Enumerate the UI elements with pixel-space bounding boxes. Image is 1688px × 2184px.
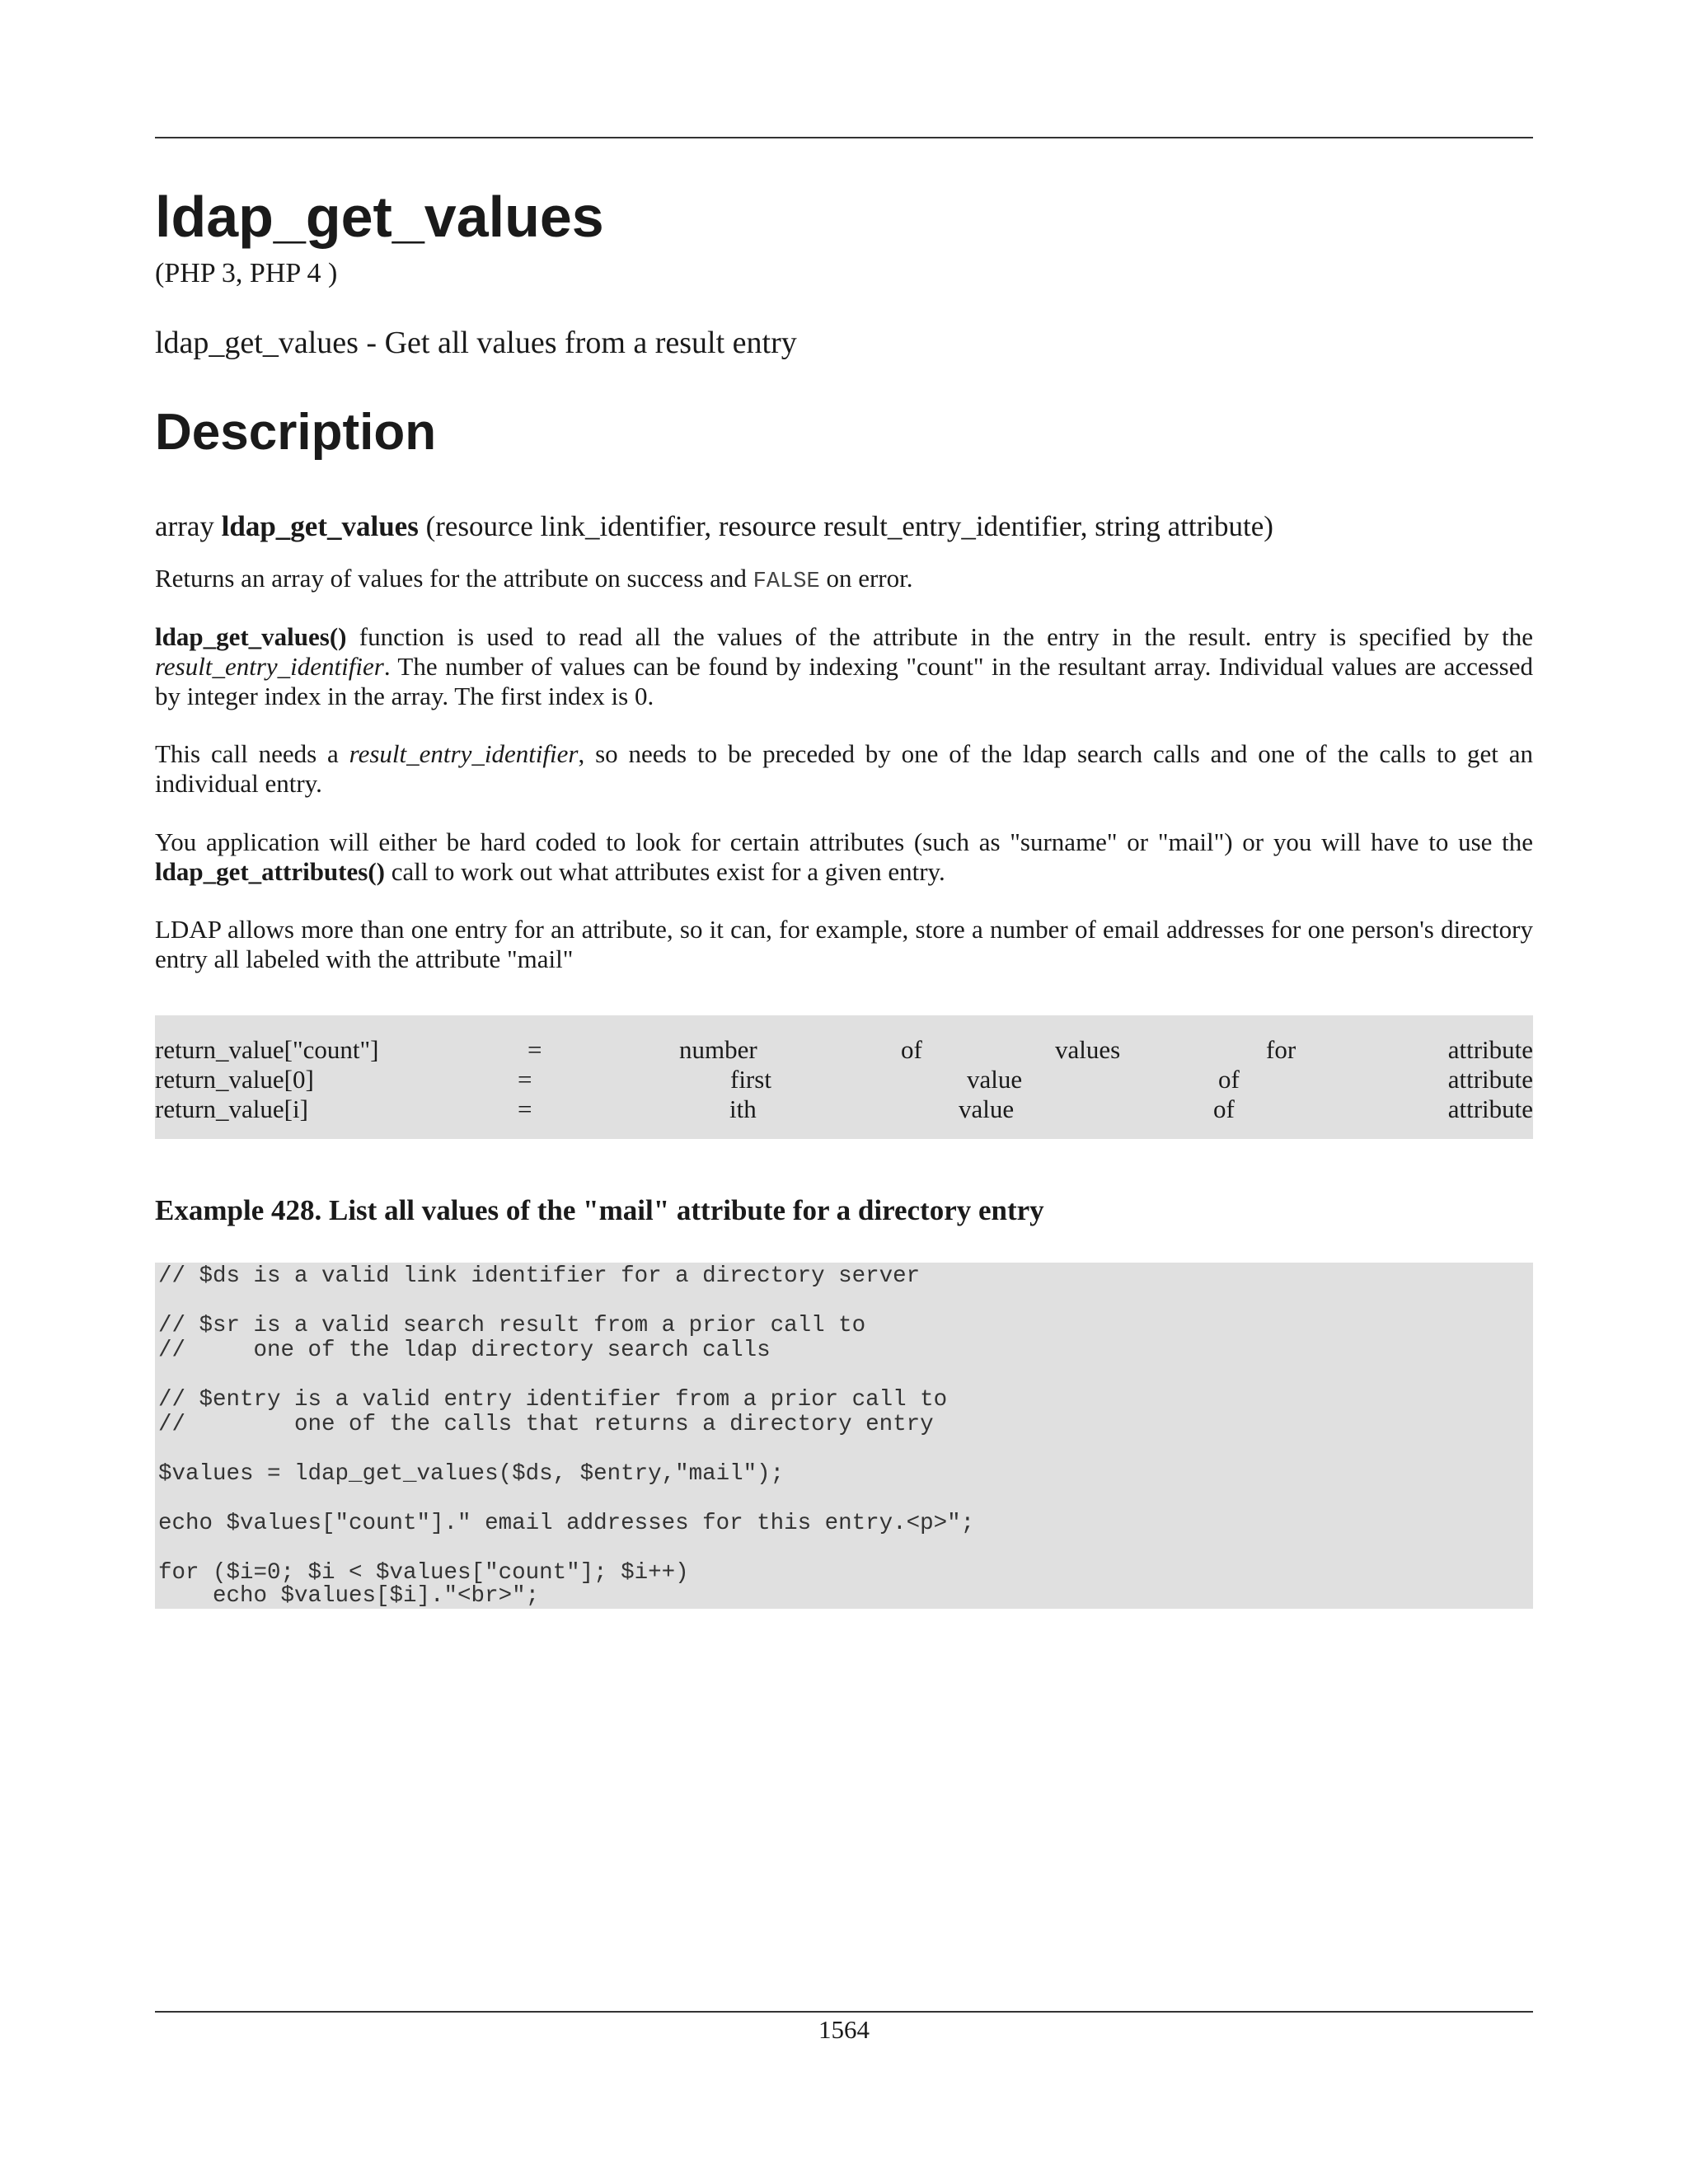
refpurpose: ldap_get_values - Get all values from a result entry	[155, 326, 797, 360]
param-ref: result_entry_identifier	[155, 652, 384, 681]
php-versions: (PHP 3, PHP 4 )	[155, 258, 338, 288]
function-synopsis	[155, 509, 1273, 544]
param-ref: result_entry_identifier	[349, 739, 579, 768]
page-title: ldap_get_values	[155, 185, 604, 249]
usage-paragraph	[155, 622, 1533, 711]
description-heading: Description	[155, 404, 437, 461]
header-rule	[155, 137, 1533, 138]
function-name: ldap_get_values	[221, 510, 419, 542]
function-ref: ldap_get_values()	[155, 622, 347, 651]
code-line: // one of the calls that returns a directory entry	[158, 1412, 934, 1437]
returns-paragraph	[155, 564, 1533, 597]
code-line: for ($i=0; $i < $values["count"]; $i++)	[158, 1560, 689, 1586]
code-line: // $ds is a valid link identifier for a directory server	[158, 1263, 921, 1289]
footer-rule	[155, 2011, 1533, 2013]
return-row: return_value[0] = first value of attribute	[155, 1065, 1533, 1094]
return-row: return_value[i] = ith value of attribute	[155, 1094, 1533, 1123]
usage-text-1: function is used to read all the values of the attribute in the entry in the result. entry is specified by the	[346, 622, 1533, 651]
ldap-multi-paragraph: LDAP allows more than one entry for an attribute, so it can, for example, store a number of email addresses for one person's directory entry all labeled with the attribute "mail"	[155, 915, 1533, 973]
usage-text-2: . The number of values can be found by indexing "count" in the resultant array. Individual values are accessed by integer index in the array. The first index is 0.	[155, 652, 1533, 710]
code-line: echo $values[$i]."<br>";	[158, 1583, 540, 1609]
page-number: 1564	[818, 2015, 870, 2044]
code-block	[155, 1263, 1533, 1609]
return-row: return_value["count"] = number of values for attribute	[155, 1035, 1533, 1064]
code-line: $values = ldap_get_values($ds, $entry,"mail");	[158, 1461, 785, 1487]
code-line: // $entry is a valid entry identifier from a prior call to	[158, 1387, 948, 1413]
preceded-text-2: , so needs to be preceded by one of the ldap search calls and one of the calls to get an individual entry.	[155, 739, 1533, 798]
returns-text-after: on error.	[826, 564, 913, 593]
example-title: Example 428. List all values of the "mail" attribute for a directory entry	[155, 1194, 1044, 1226]
preceded-paragraph	[155, 739, 1533, 799]
return-value-box	[155, 1015, 1533, 1139]
attributes-paragraph	[155, 827, 1533, 887]
attributes-text-2: call to work out what attributes exist for a given entry.	[384, 857, 945, 886]
code-line: // $sr is a valid search result from a prior call to	[158, 1313, 866, 1338]
function-ref: ldap_get_attributes()	[155, 857, 385, 886]
code-line: echo $values["count"]." email addresses for this entry.<p>";	[158, 1511, 975, 1536]
function-params: (resource link_identifier, resource result_entry_identifier, string attribute)	[425, 510, 1273, 542]
false-constant: FALSE	[753, 569, 820, 594]
returns-text-before: Returns an array of values for the attribute on success and	[155, 564, 747, 593]
preceded-text-1: This call needs a	[155, 739, 349, 768]
attributes-text-1: You application will either be hard coded to look for certain attributes (such as "surname" or "mail") or you will have to use the	[155, 827, 1533, 856]
manual-page	[155, 0, 1533, 2184]
code-line: // one of the ldap directory search calls	[158, 1338, 771, 1363]
return-type: array	[155, 510, 214, 542]
